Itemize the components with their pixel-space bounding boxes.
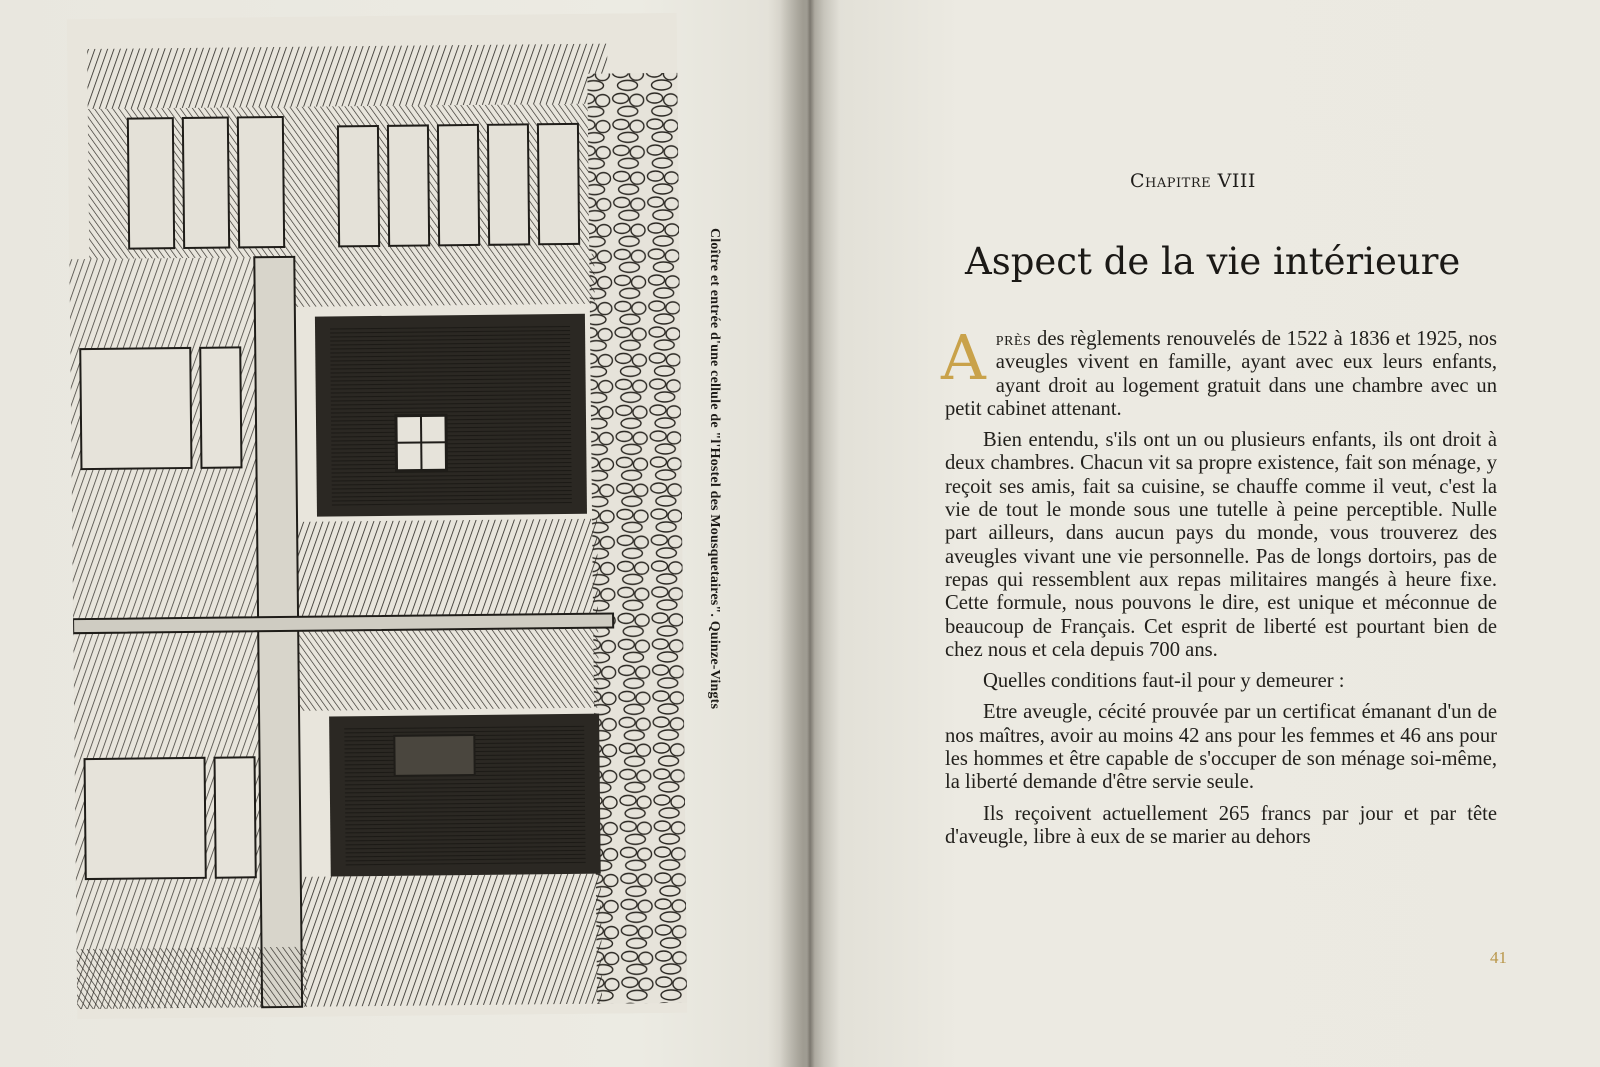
illustration-caption: Cloître et entrée d'une cellule de "l'Hostel des Mousquetaires". Quinze-Vingts (707, 228, 722, 710)
chapter-title: Aspect de la vie intérieure (965, 240, 1461, 283)
paragraph-5: Ils reçoivent actuellement 265 francs par jour et par tête d'aveugle, libre à eux de se marier au dehors (945, 802, 1497, 848)
paragraph-3: Quelles conditions faut-il pour y demeurer : (983, 670, 1345, 693)
paragraph-1 (941, 321, 1497, 421)
paragraph-2: Bien entendu, s'ils ont un ou plusieurs enfants, ils ont droit à deux chambres. Chacun vit sa propre existence, fait son ménage, y reçoit ses amis, fait sa cuisine, se chauffe comme il veut, c'est la vie de tout le monde sous une tutelle à peine perceptible. Nulle part ailleurs, dans aucun pays du monde, vous trouverez des aveugles vivant une vie personnelle. Pas de longs dortoirs, pas de repas qui ressemblent aux repas militaires mangés à heure fixe. Cette formule, nous pouvons le dire, est unique et méconnue de beaucoup de Français. Cet esprit de liberté est pourtant bien de chez nous et cela depuis 700 ans. (945, 429, 1497, 661)
drop-cap: A (941, 321, 986, 394)
page-number: 41 (1490, 948, 1507, 967)
book-gutter (780, 0, 840, 1067)
paragraph-4: Etre aveugle, cécité prouvée par un certificat émanant d'un de nos maîtres, avoir au moins 42 ans pour les femmes et 46 ans pour les hommes et être capable de s'occuper de son ménage soi-même, la liberté demande d'être servie seule. (945, 701, 1497, 794)
first-word-rest: près (995, 328, 1032, 350)
chapter-label: Chapitre VIII (1130, 170, 1256, 192)
paragraph-1-text: des règlements renouvelés de 1522 à 1836 et 1925, nos aveugles vivent en famille, ayant avec eux leurs enfants, ayant droit au logement gratuit dans une chambre avec un petit cabinet attenant. (945, 328, 1497, 420)
woodcut-illustration (67, 13, 687, 1019)
chapter-body (941, 321, 1497, 857)
